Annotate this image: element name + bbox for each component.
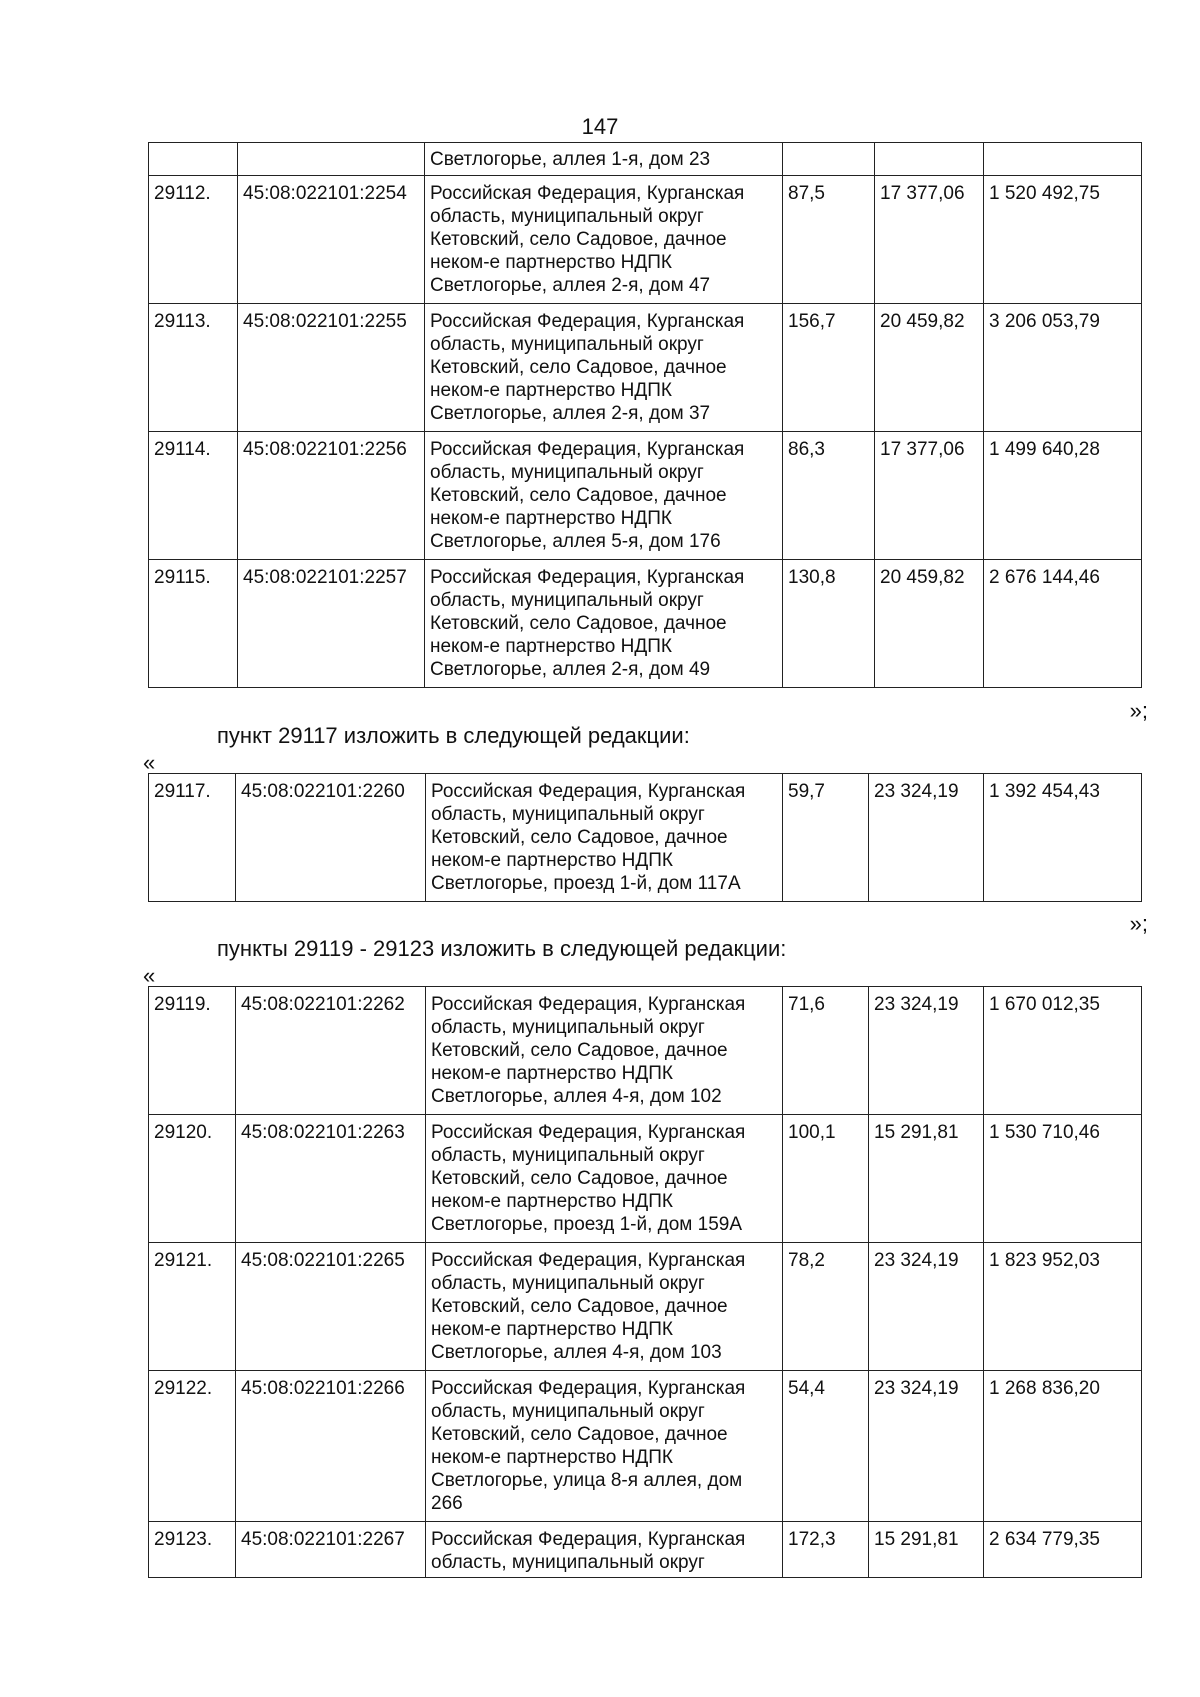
cell-cadastral: 45:08:022101:2257 — [238, 560, 425, 688]
cell-rate: 20 459,82 — [875, 560, 984, 688]
cell-cadastral — [238, 143, 425, 176]
cell-cadastral: 45:08:022101:2260 — [236, 774, 426, 902]
cell-num: 29121. — [149, 1243, 236, 1371]
cell-num: 29115. — [149, 560, 238, 688]
cell-address: Российская Федерация, Курганская область, муниципальный округ Кетовский, село Садовое, дачное неком-е партнерство НДПК Светлогорье, улица 8-я аллея, дом 266 — [426, 1371, 783, 1522]
cell-value: 3 206 053,79 — [984, 304, 1142, 432]
cell-area: 130,8 — [783, 560, 875, 688]
cell-rate: 17 377,06 — [875, 432, 984, 560]
table-row — [149, 304, 1142, 432]
closing-quote: »; — [1129, 911, 1148, 936]
cell-value: 1 520 492,75 — [984, 176, 1142, 304]
cell-cadastral: 45:08:022101:2265 — [236, 1243, 426, 1371]
registry-table-3 — [148, 986, 1142, 1578]
cell-rate: 23 324,19 — [869, 1243, 984, 1371]
table-row — [149, 1522, 1142, 1578]
cell-rate: 23 324,19 — [869, 987, 984, 1115]
cell-rate: 23 324,19 — [869, 774, 984, 902]
cell-address: Российская Федерация, Курганская область, муниципальный округ Кетовский, село Садовое, дачное неком-е партнерство НДПК Светлогорье, аллея 4-я, дом 102 — [426, 987, 783, 1115]
opening-quote: « — [143, 963, 156, 988]
cell-num: 29112. — [149, 176, 238, 304]
table-row — [149, 560, 1142, 688]
cell-value: 1 392 454,43 — [984, 774, 1142, 902]
cell-num: 29119. — [149, 987, 236, 1115]
cell-num: 29122. — [149, 1371, 236, 1522]
cell-area — [783, 143, 875, 176]
cell-address: Российская Федерация, Курганская область, муниципальный округ Кетовский, село Садовое, дачное неком-е партнерство НДПК Светлогорье, аллея 5-я, дом 176 — [425, 432, 783, 560]
cell-num: 29120. — [149, 1115, 236, 1243]
cell-num: 29114. — [149, 432, 238, 560]
table-row — [149, 774, 1142, 902]
table-row — [149, 1115, 1142, 1243]
table-row — [149, 1243, 1142, 1371]
registry-table-1 — [148, 142, 1142, 688]
cell-rate: 15 291,81 — [869, 1115, 984, 1243]
table-row — [149, 176, 1142, 304]
cell-num — [149, 143, 238, 176]
cell-value: 2 676 144,46 — [984, 560, 1142, 688]
cell-address: Российская Федерация, Курганская область, муниципальный округ Кетовский, село Садовое, дачное неком-е партнерство НДПК Светлогорье, проезд 1-й, дом 117А — [426, 774, 783, 902]
amendment-instruction: пункты 29119 - 29123 изложить в следующей редакции: — [217, 936, 787, 961]
cell-rate: 23 324,19 — [869, 1371, 984, 1522]
amendment-instruction: пункт 29117 изложить в следующей редакции: — [217, 723, 690, 748]
cell-address: Российская Федерация, Курганская область, муниципальный округ Кетовский, село Садовое, дачное неком-е партнерство НДПК Светлогорье, аллея 4-я, дом 103 — [426, 1243, 783, 1371]
cell-address: Российская Федерация, Курганская область, муниципальный округ Кетовский, село Садовое, дачное неком-е партнерство НДПК Светлогорье, аллея 2-я, дом 47 — [425, 176, 783, 304]
table-row-continuation — [149, 143, 1142, 176]
cell-num: 29113. — [149, 304, 238, 432]
cell-area: 100,1 — [783, 1115, 869, 1243]
cell-address: Российская Федерация, Курганская область, муниципальный округ — [426, 1522, 783, 1578]
cell-address: Светлогорье, аллея 1-я, дом 23 — [425, 143, 783, 176]
cell-cadastral: 45:08:022101:2266 — [236, 1371, 426, 1522]
cell-area: 54,4 — [783, 1371, 869, 1522]
cell-area: 87,5 — [783, 176, 875, 304]
cell-value: 1 670 012,35 — [984, 987, 1142, 1115]
cell-cadastral: 45:08:022101:2254 — [238, 176, 425, 304]
registry-table-2 — [148, 773, 1142, 902]
cell-rate: 15 291,81 — [869, 1522, 984, 1578]
cell-cadastral: 45:08:022101:2256 — [238, 432, 425, 560]
cell-value: 1 268 836,20 — [984, 1371, 1142, 1522]
cell-value — [984, 143, 1142, 176]
cell-rate: 20 459,82 — [875, 304, 984, 432]
cell-rate: 17 377,06 — [875, 176, 984, 304]
table-row — [149, 1371, 1142, 1522]
cell-cadastral: 45:08:022101:2255 — [238, 304, 425, 432]
cell-value: 1 823 952,03 — [984, 1243, 1142, 1371]
table-row — [149, 432, 1142, 560]
cell-area: 59,7 — [783, 774, 869, 902]
page-number: 147 — [581, 114, 619, 139]
cell-cadastral: 45:08:022101:2267 — [236, 1522, 426, 1578]
cell-cadastral: 45:08:022101:2263 — [236, 1115, 426, 1243]
cell-num: 29123. — [149, 1522, 236, 1578]
cell-area: 172,3 — [783, 1522, 869, 1578]
cell-area: 156,7 — [783, 304, 875, 432]
cell-cadastral: 45:08:022101:2262 — [236, 987, 426, 1115]
cell-address: Российская Федерация, Курганская область, муниципальный округ Кетовский, село Садовое, дачное неком-е партнерство НДПК Светлогорье, аллея 2-я, дом 49 — [425, 560, 783, 688]
table-row — [149, 987, 1142, 1115]
cell-value: 1 530 710,46 — [984, 1115, 1142, 1243]
cell-address: Российская Федерация, Курганская область, муниципальный округ Кетовский, село Садовое, дачное неком-е партнерство НДПК Светлогорье, аллея 2-я, дом 37 — [425, 304, 783, 432]
cell-area: 71,6 — [783, 987, 869, 1115]
closing-quote: »; — [1129, 698, 1148, 723]
cell-value: 1 499 640,28 — [984, 432, 1142, 560]
cell-address: Российская Федерация, Курганская область, муниципальный округ Кетовский, село Садовое, дачное неком-е партнерство НДПК Светлогорье, проезд 1-й, дом 159А — [426, 1115, 783, 1243]
cell-value: 2 634 779,35 — [984, 1522, 1142, 1578]
opening-quote: « — [143, 750, 156, 775]
cell-area: 78,2 — [783, 1243, 869, 1371]
cell-area: 86,3 — [783, 432, 875, 560]
cell-rate — [875, 143, 984, 176]
cell-num: 29117. — [149, 774, 236, 902]
